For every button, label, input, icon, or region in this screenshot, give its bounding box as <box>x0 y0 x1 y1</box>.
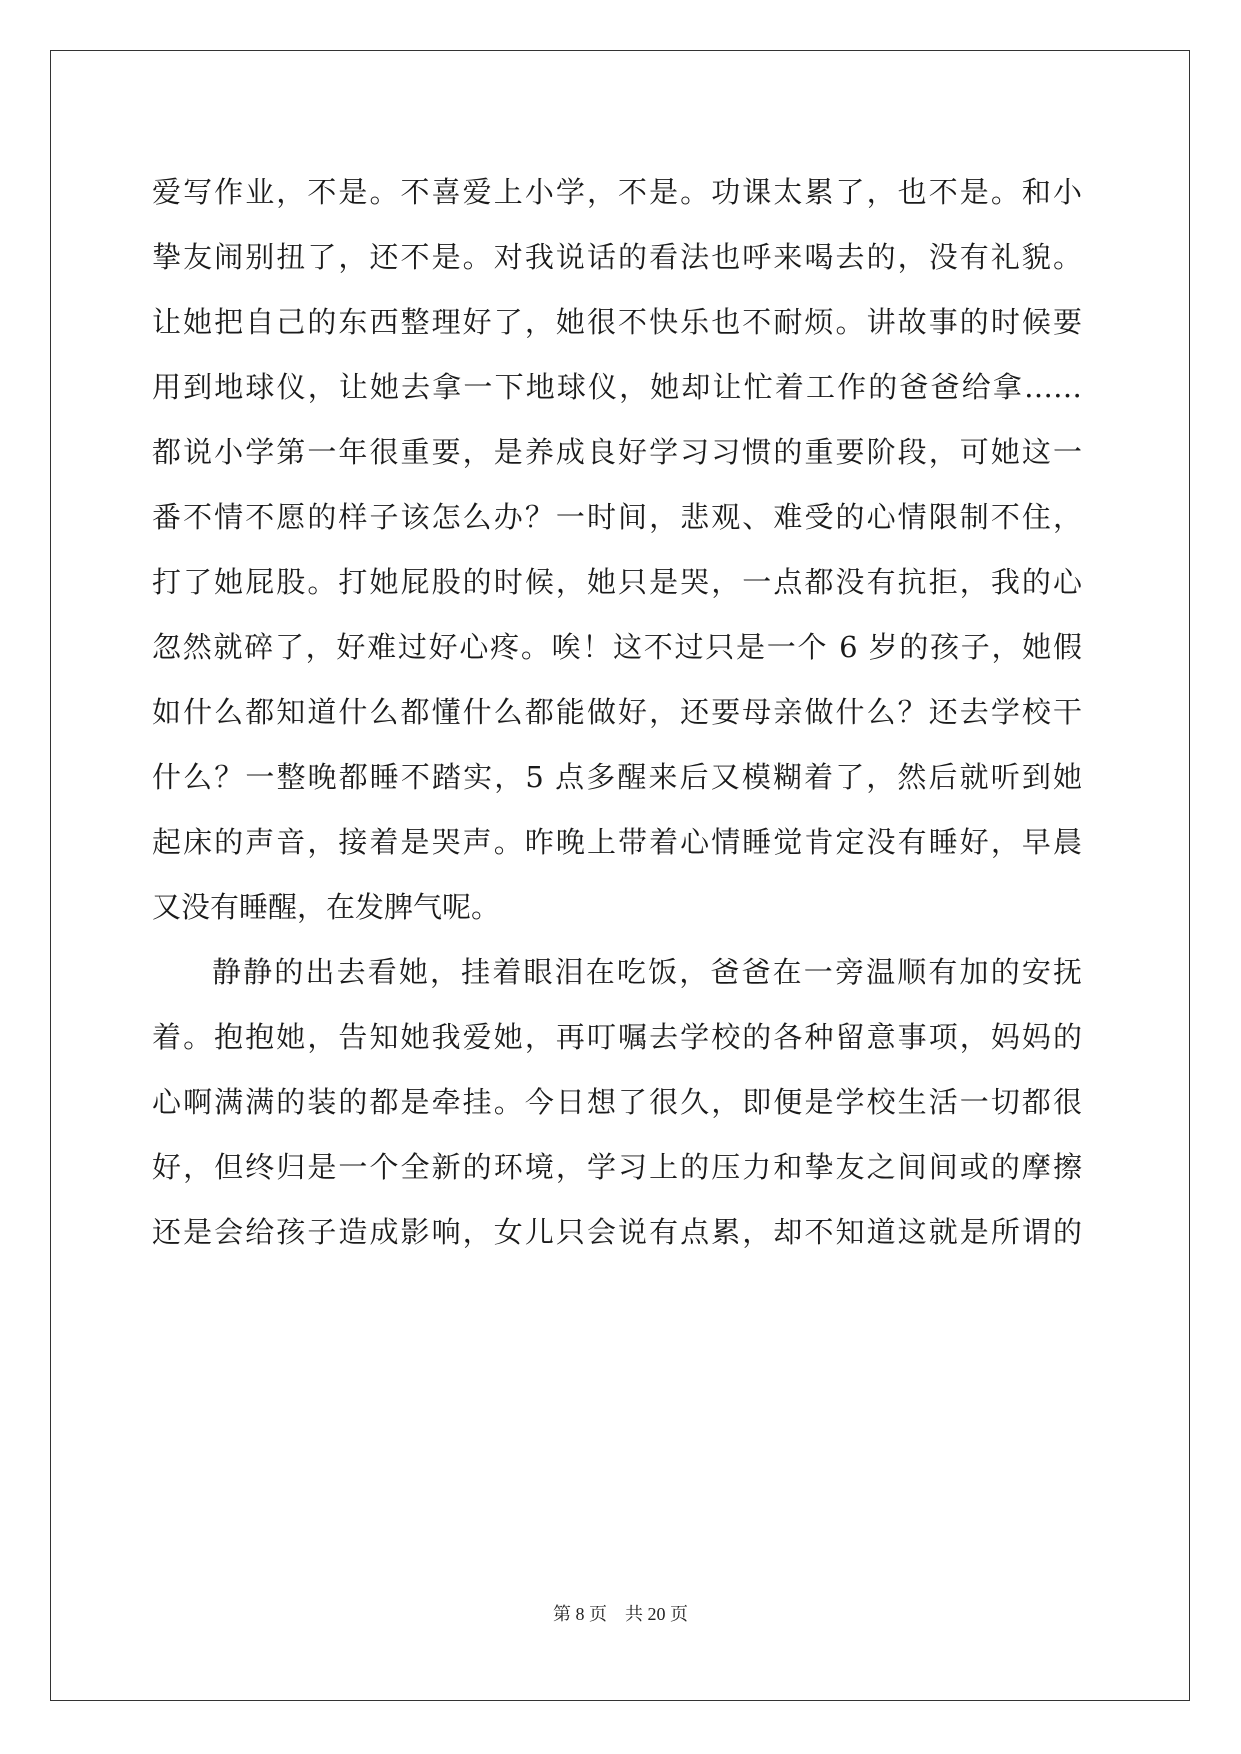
text-line: 静静的出去看她，挂着眼泪在吃饭，爸爸在一旁温顺有加的安抚 <box>212 955 1082 989</box>
text-line: 好，但终归是一个全新的环境，学习上的压力和挚友之间间或的摩擦 <box>152 1150 1082 1184</box>
paragraph-2 <box>152 940 1082 1265</box>
page-number-total: 共 20 页 <box>625 1604 688 1624</box>
paragraph-1 <box>152 160 1082 940</box>
page-number-current: 第 8 页 <box>553 1604 607 1624</box>
text-line: 又没有睡醒，在发脾气呢。 <box>152 890 501 924</box>
text-line: 打了她屁股。打她屁股的时候，她只是哭，一点都没有抗拒，我的心 <box>152 565 1082 599</box>
text-line: 用到地球仪，让她去拿一下地球仪，她却让忙着工作的爸爸给拿…… <box>152 370 1082 404</box>
text-line: 还是会给孩子造成影响，女儿只会说有点累，却不知道这就是所谓的 <box>152 1215 1082 1249</box>
page-footer <box>0 1600 1241 1626</box>
text-line: 爱写作业，不是。不喜爱上小学，不是。功课太累了，也不是。和小 <box>152 175 1082 209</box>
text-line: 让她把自己的东西整理好了，她很不快乐也不耐烦。讲故事的时候要 <box>152 305 1082 339</box>
text-line: 着。抱抱她，告知她我爱她，再叮嘱去学校的各种留意事项，妈妈的 <box>152 1020 1082 1054</box>
text-line: 忽然就碎了，好难过好心疼。唉！这不过只是一个 6 岁的孩子，她假 <box>152 630 1082 664</box>
text-line: 挚友闹别扭了，还不是。对我说话的看法也呼来喝去的，没有礼貌。 <box>152 240 1082 274</box>
text-line: 番不情不愿的样子该怎么办？一时间，悲观、难受的心情限制不住， <box>152 500 1082 534</box>
text-line: 都说小学第一年很重要，是养成良好学习习惯的重要阶段，可她这一 <box>152 435 1082 469</box>
document-body <box>152 160 1082 1265</box>
text-line: 什么？一整晚都睡不踏实，5 点多醒来后又模糊着了，然后就听到她 <box>152 760 1082 794</box>
text-line: 如什么都知道什么都懂什么都能做好，还要母亲做什么？还去学校干 <box>152 695 1082 729</box>
text-line: 心啊满满的装的都是牵挂。今日想了很久，即便是学校生活一切都很 <box>152 1085 1082 1119</box>
text-line: 起床的声音，接着是哭声。昨晚上带着心情睡觉肯定没有睡好，早晨 <box>152 825 1082 859</box>
